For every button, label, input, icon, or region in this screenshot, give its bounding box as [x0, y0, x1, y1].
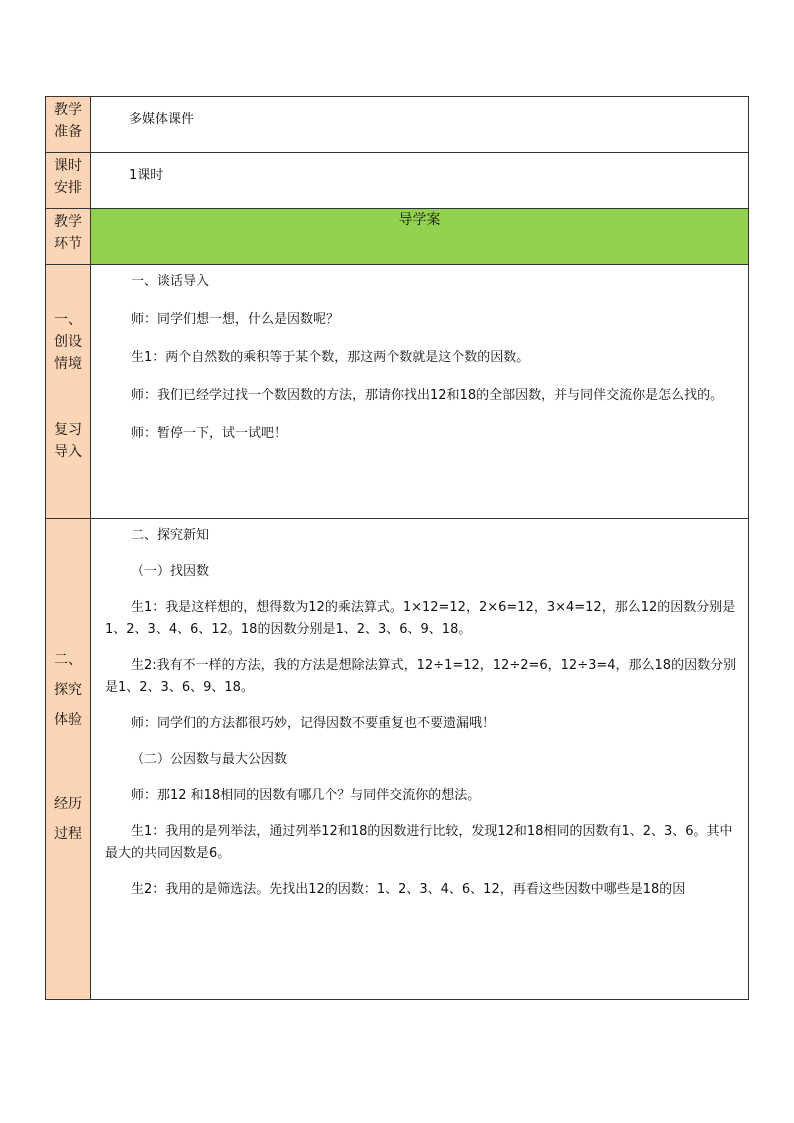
paragraph: （二）公因数与最大公因数 — [131, 752, 288, 767]
paragraph: 师：那12 和18相同的因数有哪几个？与同伴交流你的想法。 — [131, 788, 481, 803]
paragraph: 二、探究新知 — [131, 528, 210, 543]
paragraph: 师：暂停一下，试一试吧！ — [131, 426, 288, 441]
row-preparation — [46, 97, 749, 153]
paragraph: 生2：我用的是筛选法。先找出12的因数：1、2、3、4、6、12，再看这些因数中哪些是18的因 — [131, 882, 686, 897]
paragraph: 一、谈话导入 — [131, 274, 210, 289]
paragraph: 生1：我用的是列举法，通过列举12和18的因数进行比较，发现12和18相同的因数有1、2、3、6。其中最大的共同因数是6。 — [105, 824, 733, 861]
section1-content — [91, 265, 749, 519]
label-preparation — [46, 97, 91, 153]
label-text: 教学 — [54, 214, 82, 230]
section-label-line: 过程 — [54, 826, 82, 842]
paragraph: （一）找因数 — [131, 564, 210, 579]
section-label-line: 体验 — [54, 712, 82, 728]
section2-label — [46, 519, 91, 1000]
preparation-value-cell — [91, 97, 749, 153]
label-text: 课时 — [54, 158, 82, 174]
section-explore — [46, 519, 749, 1000]
preparation-value: 多媒体课件 — [129, 112, 195, 127]
hours-value-cell — [91, 153, 749, 209]
paragraph: 师：我们已经学过找一个数因数的方法，那请你找出12和18的全部因数，并与同伴交流你是怎么找的。 — [131, 388, 724, 403]
paragraph: 师：同学们想一想，什么是因数呢？ — [131, 312, 340, 327]
label-stage — [46, 209, 91, 265]
paragraph: 生1：两个自然数的乘积等于某个数，那这两个数就是这个数的因数。 — [131, 350, 530, 365]
label-text: 安排 — [54, 180, 82, 196]
section-label-line: 情境 — [54, 356, 82, 372]
row-hours — [46, 153, 749, 209]
paragraph: 生1：我是这样想的，想得数为12的乘法算式。1×12=12，2×6=12，3×4=12，那么12的因数分别是1、2、3、4、6、12。18的因数分别是1、2、3、6、9、18。 — [105, 600, 736, 637]
label-text: 教学 — [54, 102, 82, 118]
section-label-line: 导入 — [54, 444, 82, 460]
lesson-plan-table — [45, 96, 749, 1000]
section-label-line: 经历 — [54, 796, 82, 812]
label-hours — [46, 153, 91, 209]
stage-header: 导学案 — [91, 209, 749, 265]
label-text: 准备 — [54, 124, 82, 140]
section2-content — [91, 519, 749, 1000]
section-label-line: 一、 — [54, 312, 82, 328]
section-label-line: 创设 — [54, 334, 82, 350]
label-text: 环节 — [54, 236, 82, 252]
section1-label — [46, 265, 91, 519]
paragraph: 师：同学们的方法都很巧妙，记得因数不要重复也不要遗漏哦！ — [131, 716, 496, 731]
hours-value: 1课时 — [129, 168, 164, 183]
section-label-line: 二、 — [54, 652, 82, 668]
section-intro — [46, 265, 749, 519]
section-label-line: 探究 — [54, 682, 82, 698]
paragraph: 生2:我有不一样的方法，我的方法是想除法算式，12÷1=12，12÷2=6，12÷3=4，那么18的因数分别是1、2、3、6、9、18。 — [105, 658, 737, 695]
row-stage — [46, 209, 749, 265]
section-label-line: 复习 — [54, 422, 82, 438]
